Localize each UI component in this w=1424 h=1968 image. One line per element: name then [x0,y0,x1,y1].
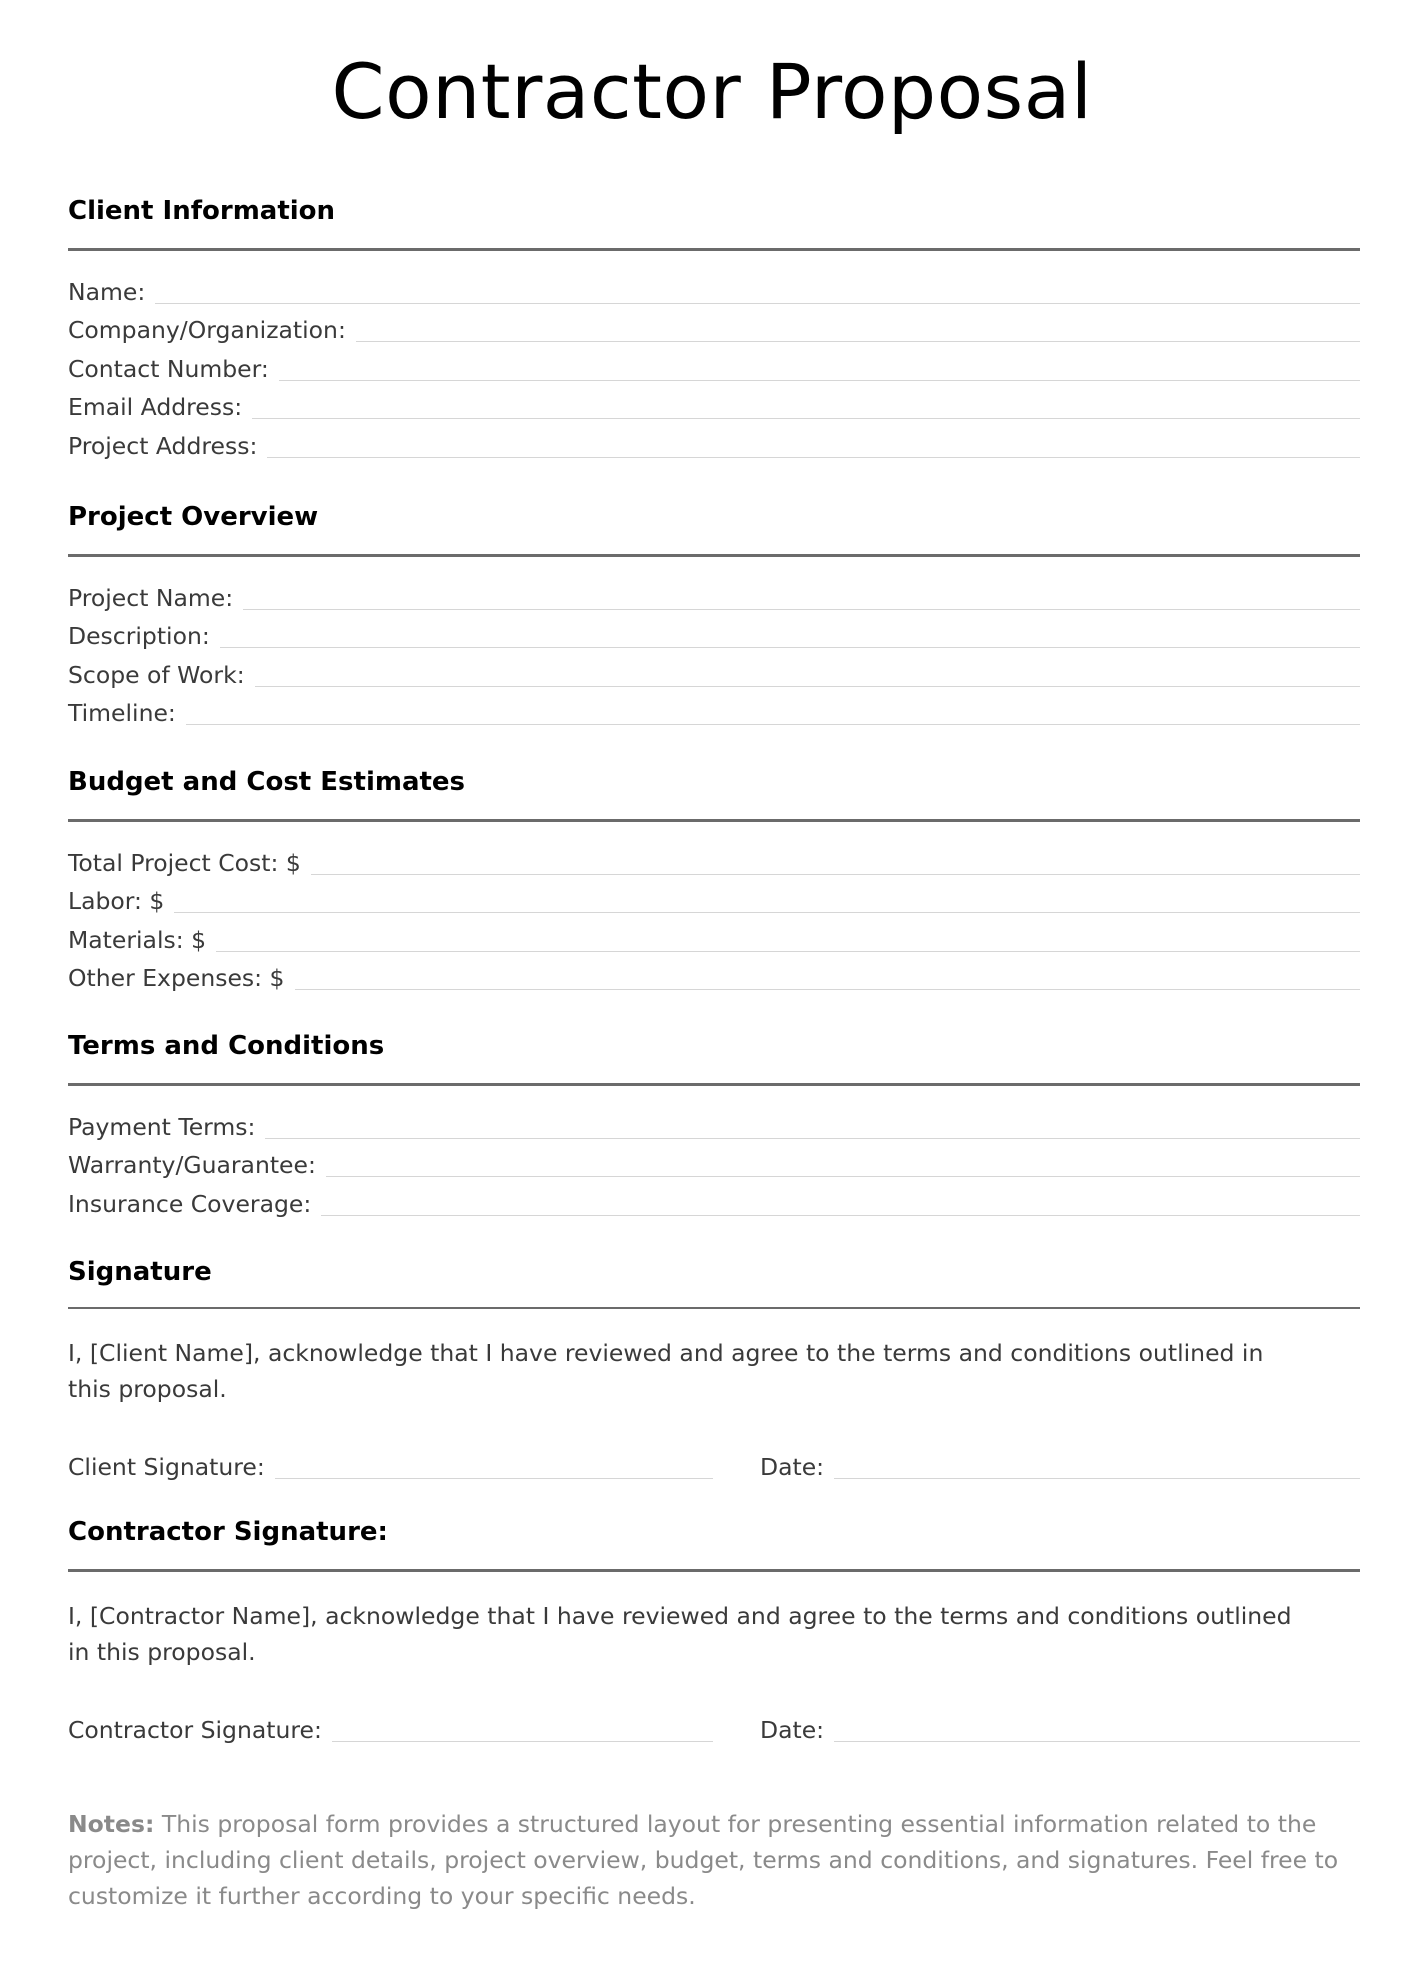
client-signature-field[interactable] [68,1451,713,1483]
notes-text: This proposal form provides a structured layout for presenting essential information related to the project, including client details, project overview, budget, terms and conditions, and signatures. Feel free to customize it further according to your specific needs. [68,1810,1339,1910]
signature-section [68,1255,1360,1483]
terms-section [68,1029,1360,1220]
field-description[interactable] [68,614,1360,653]
field-company[interactable] [68,308,1360,347]
client-date-field[interactable] [760,1451,1360,1483]
other-expenses-input-line[interactable] [295,989,1360,990]
section-heading: Project Overview [68,502,319,532]
client-information-section [68,194,1360,462]
field-labor[interactable] [68,879,1360,918]
field-label: Description: [68,622,210,650]
materials-input-line[interactable] [216,951,1360,952]
insurance-input-line[interactable] [321,1215,1360,1216]
field-label: Scope of Work: [68,660,245,689]
page-title: Contractor Proposal [331,47,1093,136]
labor-input-line[interactable] [174,912,1360,913]
field-insurance[interactable] [68,1181,1360,1220]
field-label: Contact Number: [68,354,269,383]
field-name[interactable] [68,269,1360,308]
project-address-input-line[interactable] [267,457,1360,458]
scope-input-line[interactable] [255,686,1360,687]
name-input-line[interactable] [155,303,1360,304]
contractor-date-field[interactable] [760,1714,1360,1746]
budget-section [68,765,1360,994]
client-signature-line[interactable] [275,1478,713,1479]
field-label: Company/Organization: [68,316,346,344]
field-label: Total Project Cost: $ [68,848,301,877]
company-input-line[interactable] [356,341,1360,342]
section-divider [68,1083,1360,1086]
section-divider [68,248,1360,251]
field-label: Date: [760,1716,825,1744]
total-cost-input-line[interactable] [311,874,1360,875]
field-scope-of-work[interactable] [68,652,1360,691]
section-heading: Contractor Signature: [68,1517,388,1547]
section-divider [68,554,1360,557]
client-acknowledgement: I, [Client Name], acknowledge that I have reviewed and agree to the terms and conditions outlined in this proposal. [68,1339,1264,1403]
field-total-cost[interactable] [68,840,1360,879]
field-label: Timeline: [68,699,176,727]
warranty-input-line[interactable] [326,1176,1360,1177]
field-contact-number[interactable] [68,346,1360,385]
field-label: Date: [760,1453,825,1481]
field-label: Name: [68,277,146,306]
field-warranty[interactable] [68,1143,1360,1182]
timeline-input-line[interactable] [186,724,1360,725]
email-input-line[interactable] [252,418,1360,419]
client-date-line[interactable] [834,1478,1360,1479]
field-label: Other Expenses: $ [68,964,285,992]
field-email[interactable] [68,385,1360,424]
contractor-signature-line[interactable] [332,1741,713,1742]
payment-terms-input-line[interactable] [265,1138,1360,1139]
field-payment-terms[interactable] [68,1104,1360,1143]
field-label: Payment Terms: [68,1112,256,1141]
section-divider [68,819,1360,822]
section-heading: Terms and Conditions [68,1031,385,1061]
field-label: Insurance Coverage: [68,1189,312,1218]
field-label: Materials: $ [68,925,207,954]
field-label: Labor: $ [68,887,165,915]
section-heading: Budget and Cost Estimates [68,767,466,797]
field-label: Project Name: [68,583,234,612]
field-label: Warranty/Guarantee: [68,1151,316,1179]
field-label: Email Address: [68,393,243,421]
project-name-input-line[interactable] [243,609,1360,610]
section-heading: Signature [68,1257,212,1287]
section-divider [68,1569,1360,1572]
field-project-name[interactable] [68,575,1360,614]
notes-label: Notes: [68,1810,155,1838]
field-label: Project Address: [68,431,258,460]
contact-number-input-line[interactable] [279,380,1360,381]
section-divider [68,1307,1360,1309]
contractor-signature-section [68,1515,1360,1746]
section-heading: Client Information [68,196,336,226]
project-overview-section [68,500,1360,729]
field-label: Contractor Signature: [68,1716,322,1744]
contractor-date-line[interactable] [834,1741,1360,1742]
description-input-line[interactable] [220,647,1360,648]
contractor-acknowledgement: I, [Contractor Name], acknowledge that I have reviewed and agree to the terms and conditions outlined in this proposal. [68,1602,1292,1666]
field-project-address[interactable] [68,423,1360,462]
field-label: Client Signature: [68,1453,265,1481]
field-materials[interactable] [68,917,1360,956]
contractor-signature-field[interactable] [68,1714,713,1746]
notes [68,1806,1360,1914]
field-other-expenses[interactable] [68,956,1360,995]
field-timeline[interactable] [68,691,1360,730]
